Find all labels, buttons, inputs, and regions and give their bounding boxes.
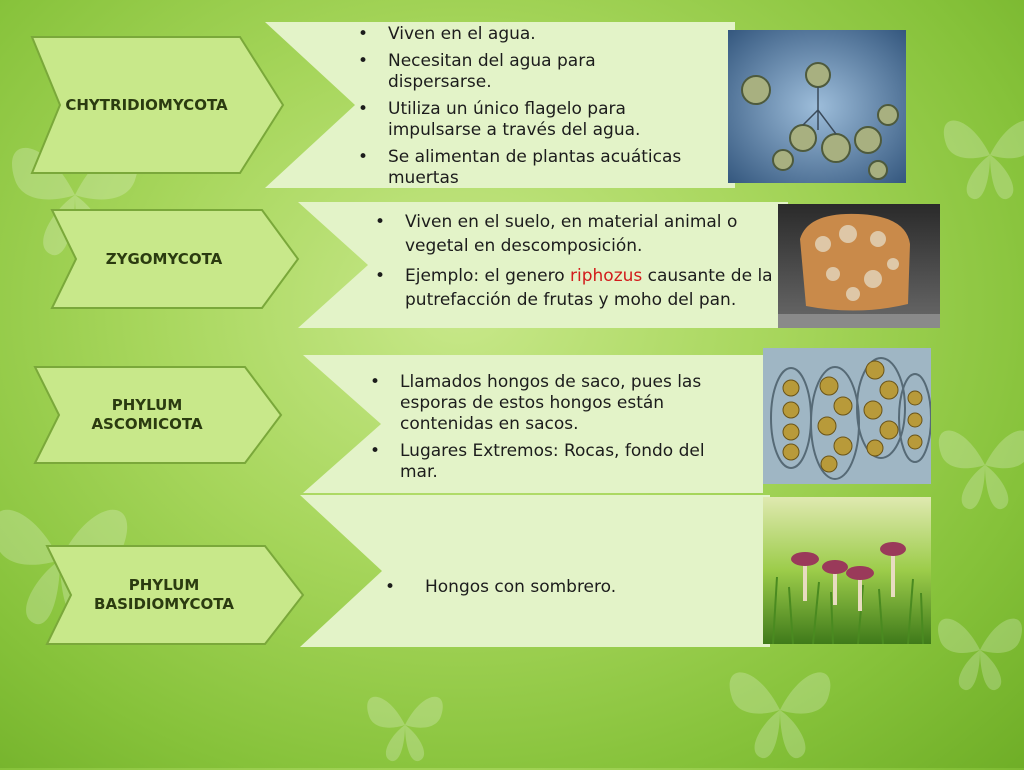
chevron-label-basidiomycota: PHYLUM BASIDIOMYCOTA — [45, 544, 305, 646]
butterfly-icon — [930, 410, 1024, 520]
list-item: • Utiliza un único flagelo para impulsarse a través del agua. — [358, 99, 688, 141]
chevron-label-chytridiomycota: CHYTRIDIOMYCOTA — [30, 35, 285, 175]
list-item: • Ejemplo: el genero riphozus causante de la putrefacción de frutas y moho del pan. — [375, 264, 780, 312]
butterfly-icon — [930, 600, 1024, 700]
mushrooms-photo — [763, 497, 931, 644]
chytrid-microscope-photo — [728, 30, 906, 183]
butterfly-icon — [360, 680, 450, 770]
bullet-list-ascomicota — [370, 372, 745, 489]
list-item: • Necesitan del agua para dispersarse. — [358, 51, 688, 93]
chevron-label-ascomicota: PHYLUM ASCOMICOTA — [33, 365, 283, 465]
genus-highlight: riphozus — [570, 266, 643, 286]
bullet-list-zygomycota — [375, 210, 780, 318]
chevron-label-zygomycota: ZYGOMYCOTA — [50, 208, 300, 310]
list-item: • Se alimentan de plantas acuáticas muertas — [358, 147, 688, 189]
list-item: • Hongos con sombrero. — [385, 577, 735, 598]
list-item: • Lugares Extremos: Rocas, fondo del mar. — [370, 441, 745, 483]
bullet-list-chytridiomycota — [358, 24, 688, 195]
list-item: • Viven en el agua. — [358, 24, 688, 45]
moldy-bread-photo — [778, 204, 940, 328]
butterfly-icon — [935, 100, 1024, 210]
bullet-list-basidiomycota — [385, 577, 735, 604]
butterfly-icon — [720, 650, 840, 770]
ascus-sacs-photo — [763, 348, 931, 484]
list-item: • Viven en el suelo, en material animal o vegetal en descomposición. — [375, 210, 780, 258]
content-band-basidiomycota — [300, 495, 770, 647]
list-item: • Llamados hongos de saco, pues las esporas de estos hongos están contenidas en sacos. — [370, 372, 745, 435]
